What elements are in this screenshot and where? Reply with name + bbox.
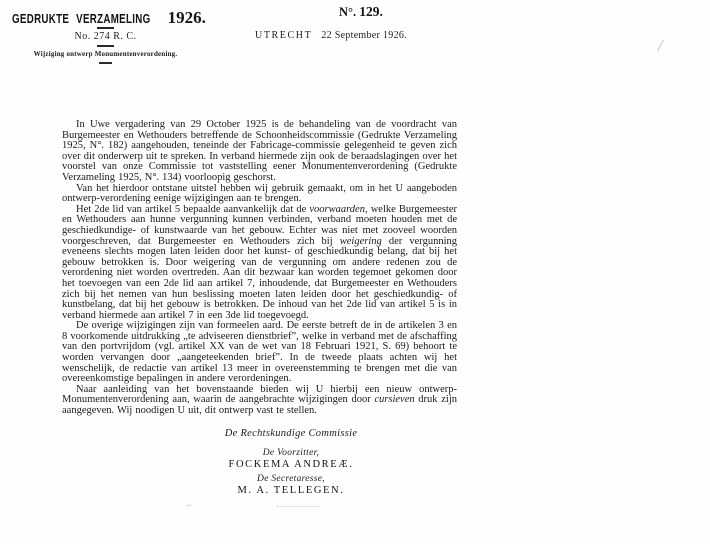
dateline-date: 22 September 1926. xyxy=(321,30,407,41)
divider xyxy=(97,45,114,47)
text-segment: Het 2de lid van artikel 5 bepaalde aanvankelijk dat de xyxy=(76,203,310,215)
divider xyxy=(99,62,112,64)
series-title: GEDRUKTE VERZAMELING xyxy=(12,12,151,26)
scan-artifact-speck xyxy=(186,504,191,506)
sheet-number-value: 129. xyxy=(359,4,383,19)
dateline-place: UTRECHT xyxy=(255,30,313,41)
sheet-number xyxy=(339,4,383,20)
scan-artifact-dots xyxy=(277,506,319,507)
divider xyxy=(97,27,114,29)
body-text xyxy=(62,120,457,417)
dateline xyxy=(255,30,407,41)
document-number: No. 274 R. C. xyxy=(74,31,137,42)
text-segment: der vergunning eveneens slechts mogen laten leiden door het kunst- of geschiedkundig belang, dat bij het gebouw betrokken is. Door weigering van de vergunning om andere redenen zou de verordening niet worden overtreden. Aan dit bezwaar kan worden tegemoet gekomen door het toevoegen van een 2de lid aan artikel 7, inhoudende, dat Burgemeester en Wethouders zich bij het nemen van hun beslissing moeten laten leiden door het geschiedkundig- of kunstbelang, dat bij het gebouw is betrokken. De inhoud van het 2de lid van artikel 5 is in verband hiermede aan artikel 7 in een 3de lid toegevoegd. xyxy=(62,235,457,321)
paragraph xyxy=(62,205,457,322)
scan-artifact-slash xyxy=(657,40,664,52)
reference-column xyxy=(18,27,193,64)
signature-chair-name: FOCKEMA ANDREÆ. xyxy=(228,459,354,470)
text-segment: In Uwe vergadering van 29 October 1925 is de behandeling van de voordracht van Burgemeester en Wethouders betreffende de Schoonheidscommissie (Gedrukte Verzameling 1925, N°. 182) aangehouden, teneinde der Fabricage-commissie gelegenheid te geven zich over dit onderwerp uit te spreken. In verband hiermede zijn ook de beraadslagingen over het voorstel van onze Commissie tot vaststelling eener Monumentenverordening (Gedrukte Verzameling 1925, N°. 134) voorloopig geschorst. xyxy=(62,119,457,183)
signature-block xyxy=(205,428,377,496)
document-subject: Wijziging ontwerp Monumentenverordening. xyxy=(33,50,178,58)
signature-committee: De Rechtskundige Commissie xyxy=(224,428,358,439)
paragraph xyxy=(62,120,457,184)
text-segment: De overige wijzigingen zijn van formeelen aard. De eerste betreft de in de artikelen 3 en 8 voorkomende uitdrukking „te adviseeren dienstbrief”, welke in verband met de afschaffing van den portvrijdom (vgl. artikel XX van de wet van 18 Februari 1921, S. 69) behoort te worden vervangen door „aangeteekenden brief”. In de tweede plaats achten wij het wenschelijk, de redactie van artikel 13 meer in overeenstemming te brengen met die van overeenkomstige bepalingen in andere verordeningen. xyxy=(62,320,457,385)
emphasized-text: voorwaarden xyxy=(309,203,365,215)
text-segment: , welke Burgemeester en Wethouders aan hunne vergunning kunnen verbinden, verband moeten houden met de geschiedkundige- of kunstwaarde van het gebouw. Echter was niet met zooveel woorden voorgeschreven, dat Burgemeester en Wethouders zich bij xyxy=(62,203,457,247)
series-year: 1926. xyxy=(167,8,206,27)
emphasized-text: cursieven xyxy=(374,394,415,406)
paragraph xyxy=(62,385,457,417)
paragraph xyxy=(62,321,457,385)
signature-secretary-role: De Secretaresse, xyxy=(257,474,325,484)
text-segment: druk zijn aangegeven. Wij noodigen U uit, dit ontwerp vast te stellen. xyxy=(62,394,457,417)
sheet-number-prefix: N°. xyxy=(339,5,357,19)
text-segment: Naar aanleiding van het bovenstaande bieden wij U hierbij een nieuw ontwerp-Monumentenverordening aan, waarin de aangebrachte wijzigingen door xyxy=(62,383,457,406)
text-segment: Van het hierdoor ontstane uitstel hebben wij gebruik gemaakt, om in het U aangeboden ontwerp-verordening eenige wijzigingen aan te brengen. xyxy=(62,182,457,205)
signature-secretary-name: M. A. TELLEGEN. xyxy=(237,485,345,496)
signature-chair-role: De Voorzitter, xyxy=(262,448,320,458)
emphasized-text: weigering xyxy=(339,235,382,247)
paragraph xyxy=(62,184,457,205)
masthead xyxy=(12,8,206,28)
